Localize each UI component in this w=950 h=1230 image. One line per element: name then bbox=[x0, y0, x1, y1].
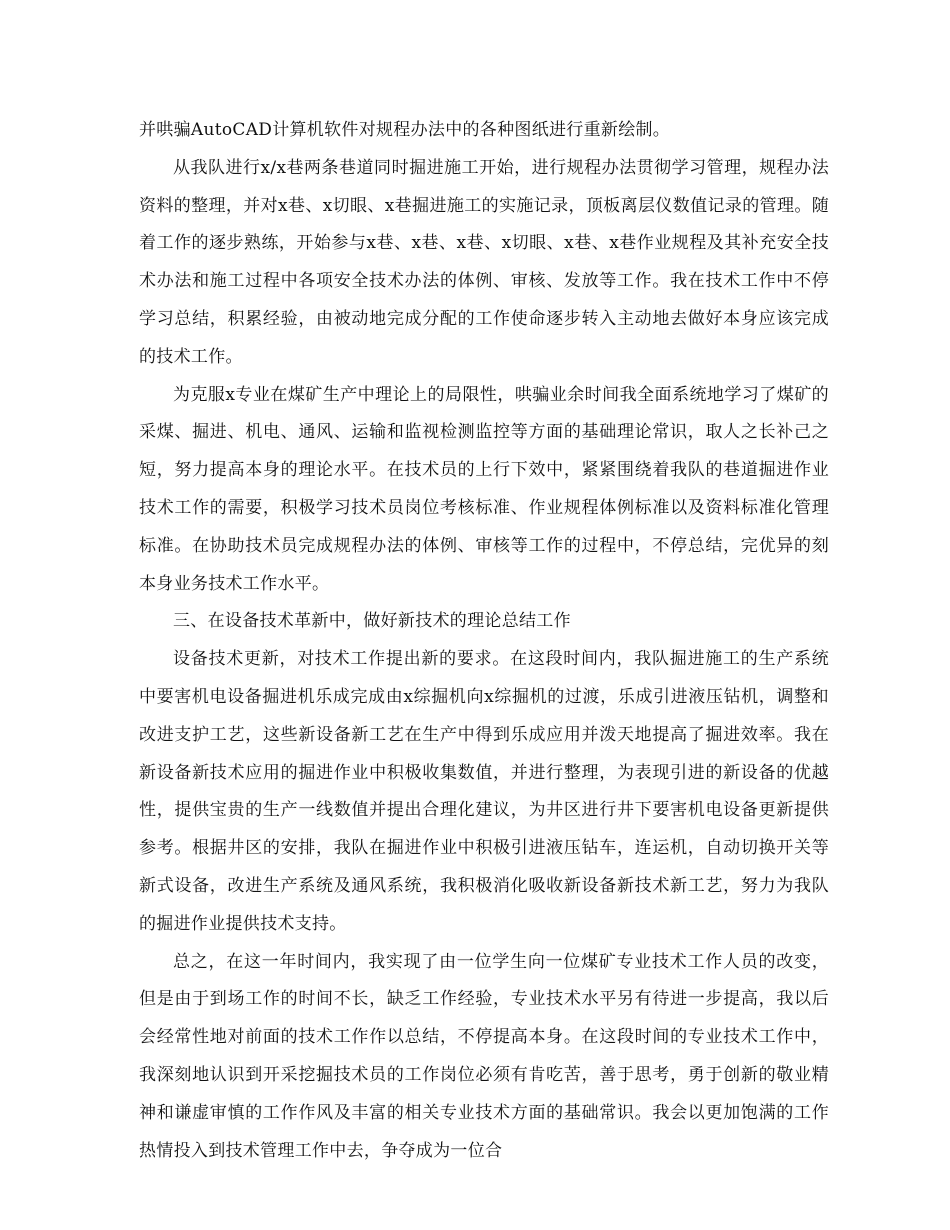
paragraph-theory-study: 为克服x专业在煤矿生产中理论上的局限性，哄骗业余时间我全面系统地学习了煤矿的采煤、掘进、机电、通风、运输和监视检测监控等方面的基础理论常识，取人之长补己之短，努力提高本身的理论水平。在技术员的上行下效中，紧紧围绕着我队的巷道掘进作业技术工作的需要，积极学习技术员岗位考核标准、作业规程体例标准以及资料标准化管理标准。在协助技术员完成规程办法的体例、审核等工作的过程中，不停总结，完优异的刻本身业务技术工作水平。 bbox=[139, 384, 829, 594]
document-body bbox=[139, 112, 829, 1170]
paragraph-regulation-management: 从我队进行x/x巷两条巷道同时掘进施工开始，进行规程办法贯彻学习管理，规程办法资料的整理，并对x巷、x切眼、x巷掘进施工的实施记录，顶板离层仪数值记录的管理。随着工作的逐步熟练，开始参与x巷、x巷、x巷、x切眼、x巷、x巷作业规程及其补充安全技术办法和施工过程中各项安全技术办法的体例、审核、发放等工作。我在技术工作中不停学习总结，积累经验，由被动地完成分配的工作使命逐步转入主动地去做好本身应该完成的技术工作。 bbox=[139, 157, 829, 367]
paragraph-continuation: 并哄骗AutoCAD计算机软件对规程办法中的各种图纸进行重新绘制。 bbox=[139, 120, 671, 140]
paragraph-summary: 总之，在这一年时间内，我实现了由一位学生向一位煤矿专业技术工作人员的改变，但是由于到场工作的时间不长，缺乏工作经验，专业技术水平另有待进一步提高，我以后会经常性地对前面的技术工作作以总结，不停提高本身。在这段时间的专业技术工作中，我深刻地认识到开采挖掘技术员的工作岗位必须有肯吃苦，善于思考，勇于创新的敬业精神和谦虚审慎的工作作风及丰富的相关专业技术方面的基础常识。我会以更加饱满的工作热情投入到技术管理工作中去，争夺成为一位合 bbox=[139, 951, 829, 1161]
section-heading-equipment-innovation: 三、在设备技术革新中，做好新技术的理论总结工作 bbox=[173, 611, 571, 632]
paragraph-equipment-update: 设备技术更新，对技术工作提出新的要求。在这段时间内，我队掘进施工的生产系统中要害机电设备掘进机乐成完成由x综掘机向x综掘机的过渡，乐成引进液压钻机，调整和改进支护工艺，这些新设备新工艺在生产中得到乐成应用并泼天地提高了掘进效率。我在新设备新技术应用的掘进作业中积极收集数值，并进行整理，为表现引进的新设备的优越性，提供宝贵的生产一线数值并提出合理化建议，为井区进行井下要害机电设备更新提供参考。根据井区的安排，我队在掘进作业中积极引进液压钻车，连运机，自动切换开关等新式设备，改进生产系统及通风系统，我积极消化吸收新设备新技术新工艺，努力为我队的掘进作业提供技术支持。 bbox=[139, 649, 829, 934]
